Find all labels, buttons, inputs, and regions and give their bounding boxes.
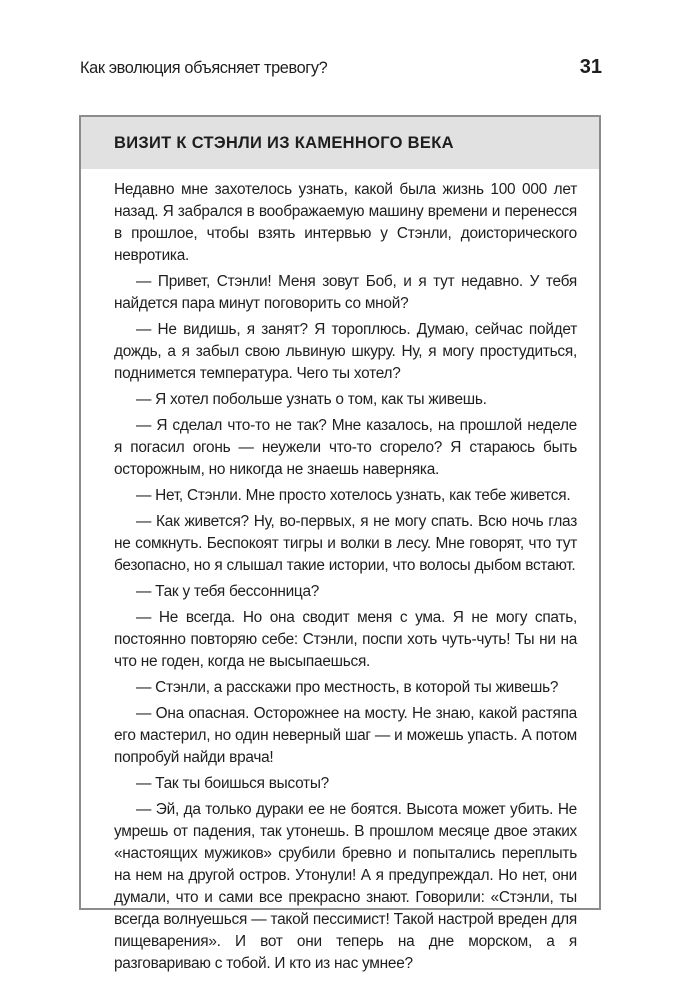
paragraph: — Эй, да только дураки ее не боятся. Высота может убить. Не умрешь от падения, так утонешь. В прошлом месяце двое этаких «настоящих мужиков» срубили бревно и попытались переплыть на нем на другой остров. Утонули! А я предупреждал. Но нет, они думали, что и сами все прекрасно знают. Говорили: «Стэнли, ты всегда волнуешься — такой пессимист! Такой настрой вреден для пищеварения». И вот они теперь на дне морском, а я разговариваю с тобой. И кто из нас умнее? [114,801,577,972]
paragraph: — Стэнли, а расскажи про местность, в которой ты живешь? [136,679,559,696]
paragraph: — Как живется? Ну, во-первых, я не могу спать. Всю ночь глаз не сомкнуть. Беспокоят тигры и волки в лесу. Мне говорят, что тут безопасно, но я слышал такие истории, что волосы дыбом встают. [114,513,577,574]
paragraph: — Не видишь, я занят? Я тороплюсь. Думаю, сейчас пойдет дождь, а я забыл свою львиную шкуру. Ну, я могу простудиться, поднимется температура. Чего ты хотел? [114,321,577,382]
box-body [81,169,599,979]
paragraph: — Привет, Стэнли! Меня зовут Боб, и я тут недавно. У тебя найдется пара минут поговорить со мной? [114,273,577,312]
box-header [81,117,599,169]
box-title: ВИЗИТ К СТЭНЛИ ИЗ КАМЕННОГО ВЕКА [114,133,454,152]
paragraph: — Я сделал что-то не так? Мне казалось, на прошлой неделе я погасил огонь — неужели что-то сгорело? Я стараюсь быть осторожным, но никогда не знаешь наверняка. [114,417,577,478]
paragraph: — Не всегда. Но она сводит меня с ума. Я не могу спать, постоянно повторяю себе: Стэнли, поспи хоть чуть-чуть! Ты ни на что не годен, когда не высыпаешься. [114,609,577,670]
paragraph: — Так ты боишься высоты? [136,775,329,792]
paragraph: — Так у тебя бессонница? [136,583,320,600]
sidebar-box [79,115,601,972]
page-number: 31 [579,56,602,78]
paragraph: — Нет, Стэнли. Мне просто хотелось узнать, как тебе живется. [136,487,571,504]
paragraph: — Я хотел побольше узнать о том, как ты живешь. [136,391,487,408]
page-header [80,56,602,96]
paragraph: — Она опасная. Осторожнее на мосту. Не знаю, какой растяпа его мастерил, но один неверный шаг — и можешь упасть. А потом попробуй найди врача! [114,705,577,766]
paragraph: Недавно мне захотелось узнать, какой была жизнь 100 000 лет назад. Я забрался в воображаемую машину времени и перенесся в прошлое, чтобы взять интервью у Стэнли, доисторического невротика. [114,181,577,264]
running-title: Как эволюция объясняет тревогу? [80,58,328,77]
